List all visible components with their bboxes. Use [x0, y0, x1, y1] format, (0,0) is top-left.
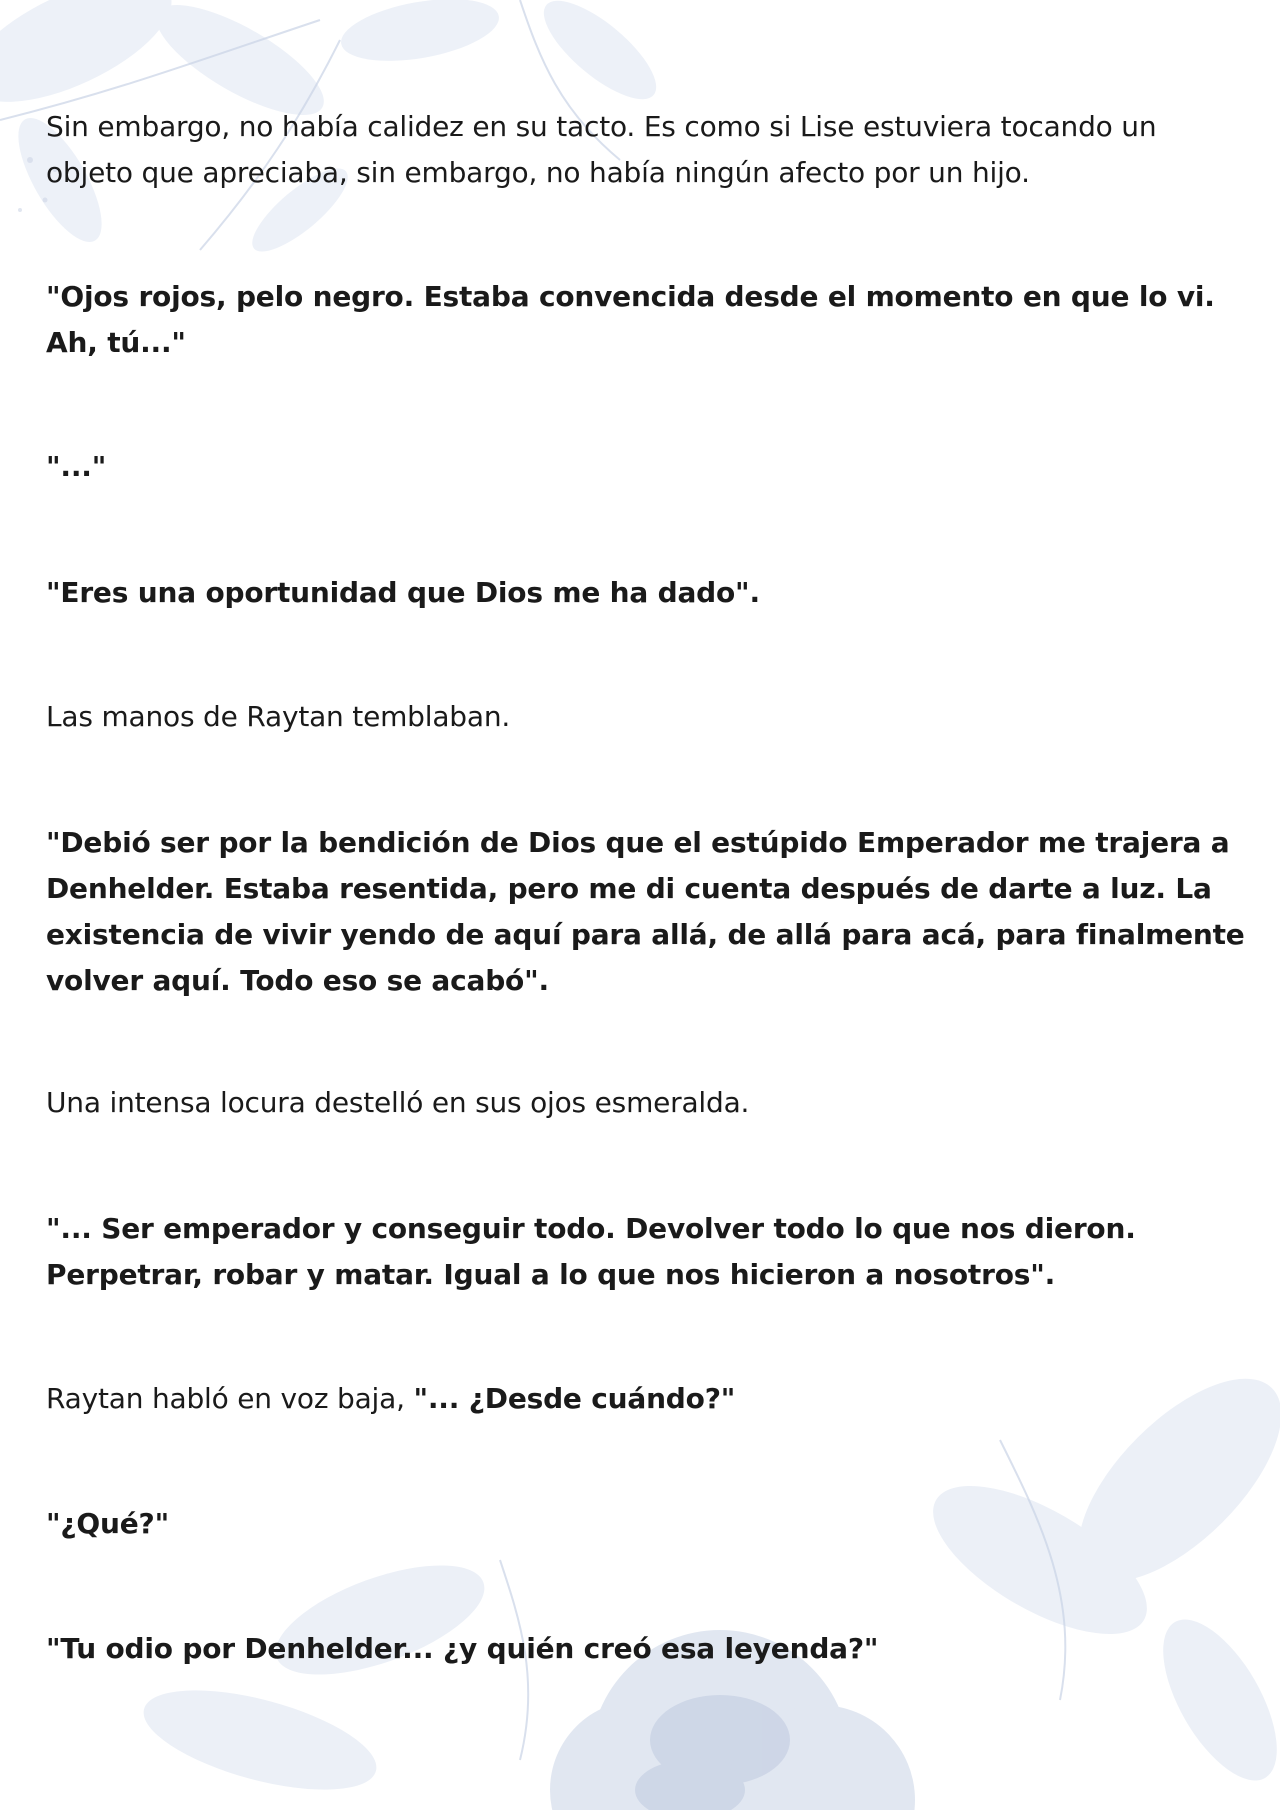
paragraph-mixed: [46, 1376, 1246, 1422]
paragraph-dialogue: "Ojos rojos, pelo negro. Estaba convencida desde el momento en que lo vi. Ah, tú...": [46, 280, 1215, 359]
paragraph-dialogue: "Tu odio por Denhelder... ¿y quién creó esa leyenda?": [46, 1632, 879, 1665]
paragraph-narration: Las manos de Raytan temblaban.: [46, 700, 511, 733]
paragraph-narration: Una intensa locura destelló en sus ojos esmeralda.: [46, 1086, 750, 1119]
paragraph-dialogue: "... Ser emperador y conseguir todo. Devolver todo lo que nos dieron. Perpetrar, robar y matar. Igual a lo que nos hicieron a nosotros".: [46, 1212, 1136, 1291]
paragraph-dialogue: "Eres una oportunidad que Dios me ha dado".: [46, 576, 760, 609]
paragraph-dialogue: "¿Qué?": [46, 1507, 169, 1540]
paragraph-dialogue: "Debió ser por la bendición de Dios que el estúpido Emperador me trajera a Denhelder. Estaba resentida, pero me di cuenta después de darte a luz. La existencia de vivir yendo de aquí para allá, de allá para acá, para finalmente volver aquí. Todo eso se acabó".: [46, 826, 1245, 997]
paragraph-dialogue: "...": [46, 450, 107, 483]
paragraph-plain-part: Raytan habló en voz baja,: [46, 1382, 414, 1415]
paragraph-bold-part: "... ¿Desde cuándo?": [413, 1382, 736, 1415]
paragraph-narration: Sin embargo, no había calidez en su tacto. Es como si Lise estuviera tocando un objeto que apreciaba, sin embargo, no había ningún afecto por un hijo.: [46, 110, 1157, 189]
